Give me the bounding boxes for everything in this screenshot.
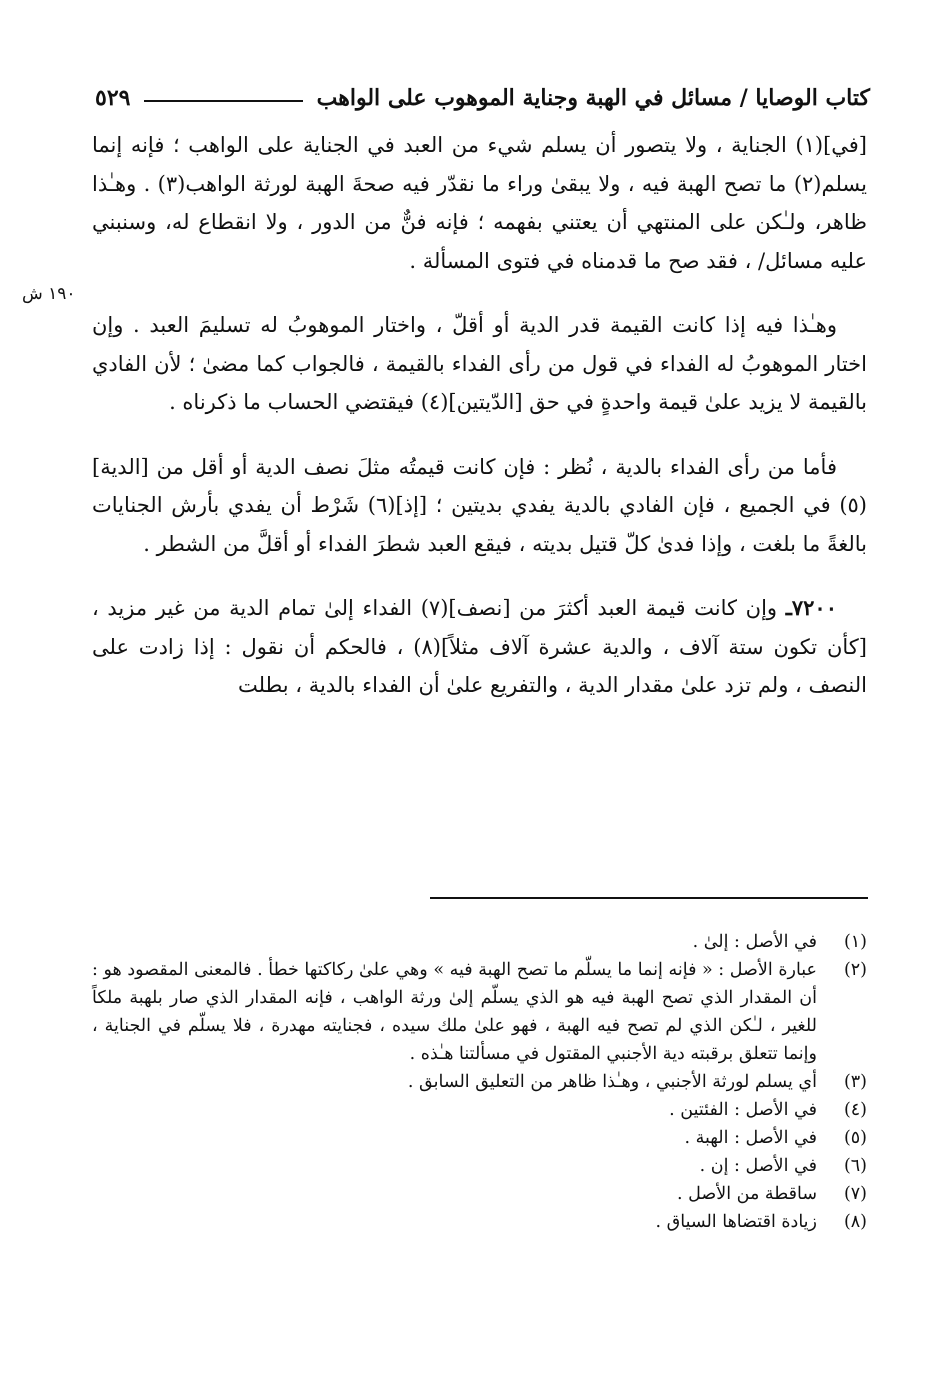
footnote (92, 1208, 867, 1236)
footnote-number: (٨) (843, 1212, 867, 1232)
numbered-paragraph-text: وإن كانت قيمة العبد أكثرَ من [نصف](٧) الفداء إلىٰ تمام الدية من غير مزيد ، [كأن تكون ستة آلاف ، والدية عشرة آلاف مثلاً](٨) ، فالحكم أن نقول : إذا زادت على النصف ، ولم تزد علىٰ مقدار الدية ، والتفريع علىٰ أن الفداء بالدية ، بطلت (92, 596, 867, 697)
header-title: كتاب الوصايا / مسائل في الهبة وجناية الموهوب على الواهب (316, 85, 870, 111)
footnote-number: (٥) (843, 1128, 867, 1148)
footnote-text: في الأصل : الهبة . (684, 1128, 817, 1148)
footnote-separator (430, 897, 868, 899)
footnote-text: ساقطة من الأصل . (677, 1184, 817, 1204)
numbered-paragraph (92, 589, 867, 705)
footnote-number: (٦) (843, 1156, 867, 1176)
header-rule (144, 100, 302, 102)
paragraph-2: وهـٰذا فيه إذا كانت القيمة قدر الدية أو أقلّ ، واختار الموهوبُ له تسليمَ العبد . وإن اختار الموهوبُ له الفداء في قول من رأى الفداء بالقيمة ، فالجواب كما مضىٰ ؛ لأن الفادي بالقيمة لا يزيد علىٰ قيمة واحدةٍ في حق [الدّيتين](٤) فيقتضي الحساب ما ذكرناه . (92, 313, 867, 414)
footnote-number: (٣) (843, 1072, 867, 1092)
running-header (95, 78, 870, 118)
footnote-number: (١) (843, 932, 867, 952)
footnote (92, 928, 867, 956)
footnote-text: عبارة الأصل : « فإنه إنما ما يسلّم ما تصح الهبة فيه » وهي علىٰ ركاكتها خطأ . فالمعنى المقصود هو : أن المقدار الذي تصح الهبة فيه هو الذي يسلّم إلىٰ ورثة الواهب ، فإنه المقدار الذي صار بلهبة ملكاً للغير ، لـٰكن الذي لم تصح فيه الهبة ، فهو علىٰ ملك سيده ، فجنايته مهدرة ، فلا يسلّم في الجناية ، وإنما تتعلق برقبته دية الأجنبي المقتول في مسألتنا هـٰذه . (92, 960, 817, 1064)
footnote-text: في الأصل : إلىٰ . (692, 932, 817, 952)
footnote (92, 1068, 867, 1096)
footnote (92, 956, 867, 1068)
margin-folio-note: ١٩٠ ش (22, 284, 76, 304)
footnote (92, 1152, 867, 1180)
footnote-number: (٢) (843, 960, 867, 980)
footnote (92, 1180, 867, 1208)
footnote (92, 1124, 867, 1152)
page-number: ٥٢٩ (95, 85, 131, 111)
footnote (92, 1096, 867, 1124)
footnote-number: (٤) (843, 1100, 867, 1120)
footnote-text: زيادة اقتضاها السياق . (655, 1212, 817, 1232)
footnote-number: (٧) (843, 1184, 867, 1204)
main-text (92, 126, 867, 705)
footnote-text: أي يسلم لورثة الأجنبي ، وهـٰذا ظاهر من التعليق السابق . (407, 1072, 817, 1092)
paragraph-1: [في](١) الجناية ، ولا يتصور أن يسلم شيء من العبد في الجناية على الواهب ؛ فإنه إنما يسلم(٢) ما تصح الهبة فيه ، ولا يبقىٰ وراء ما نقدّر فيه صحةَ الهبة لورثة الواهب(٣) . وهـٰذا ظاهر، ولـٰكن على المنتهي أن يعتني بفهمه ؛ فإنه فنٌّ من الدور ، ولا انقطاع له، وسنبني عليه مسائل/ ، فقد صح ما قدمناه في فتوى المسألة . (92, 133, 867, 273)
footnotes (92, 928, 867, 1236)
paragraph-3: فأما من رأى الفداء بالدية ، نُظر : فإن كانت قيمتُه مثلَ نصف الدية أو أقل من [الدية](٥) في الجميع ، فإن الفادي بالدية يفدي بديتين ؛ [إذ](٦) شَرْط أن يفدي بأرش الجنايات بالغةً ما بلغت ، وإذا فدىٰ كلّ قتيل بديته ، فيقع العبد شطرَ الفداء أو أقلَّ من الشطر . (92, 454, 867, 556)
footnote-text: في الأصل : الفئتين . (669, 1100, 817, 1120)
paragraph-number: ٧٢٠٠ـ (785, 595, 837, 620)
footnote-text: في الأصل : إن . (699, 1156, 817, 1176)
